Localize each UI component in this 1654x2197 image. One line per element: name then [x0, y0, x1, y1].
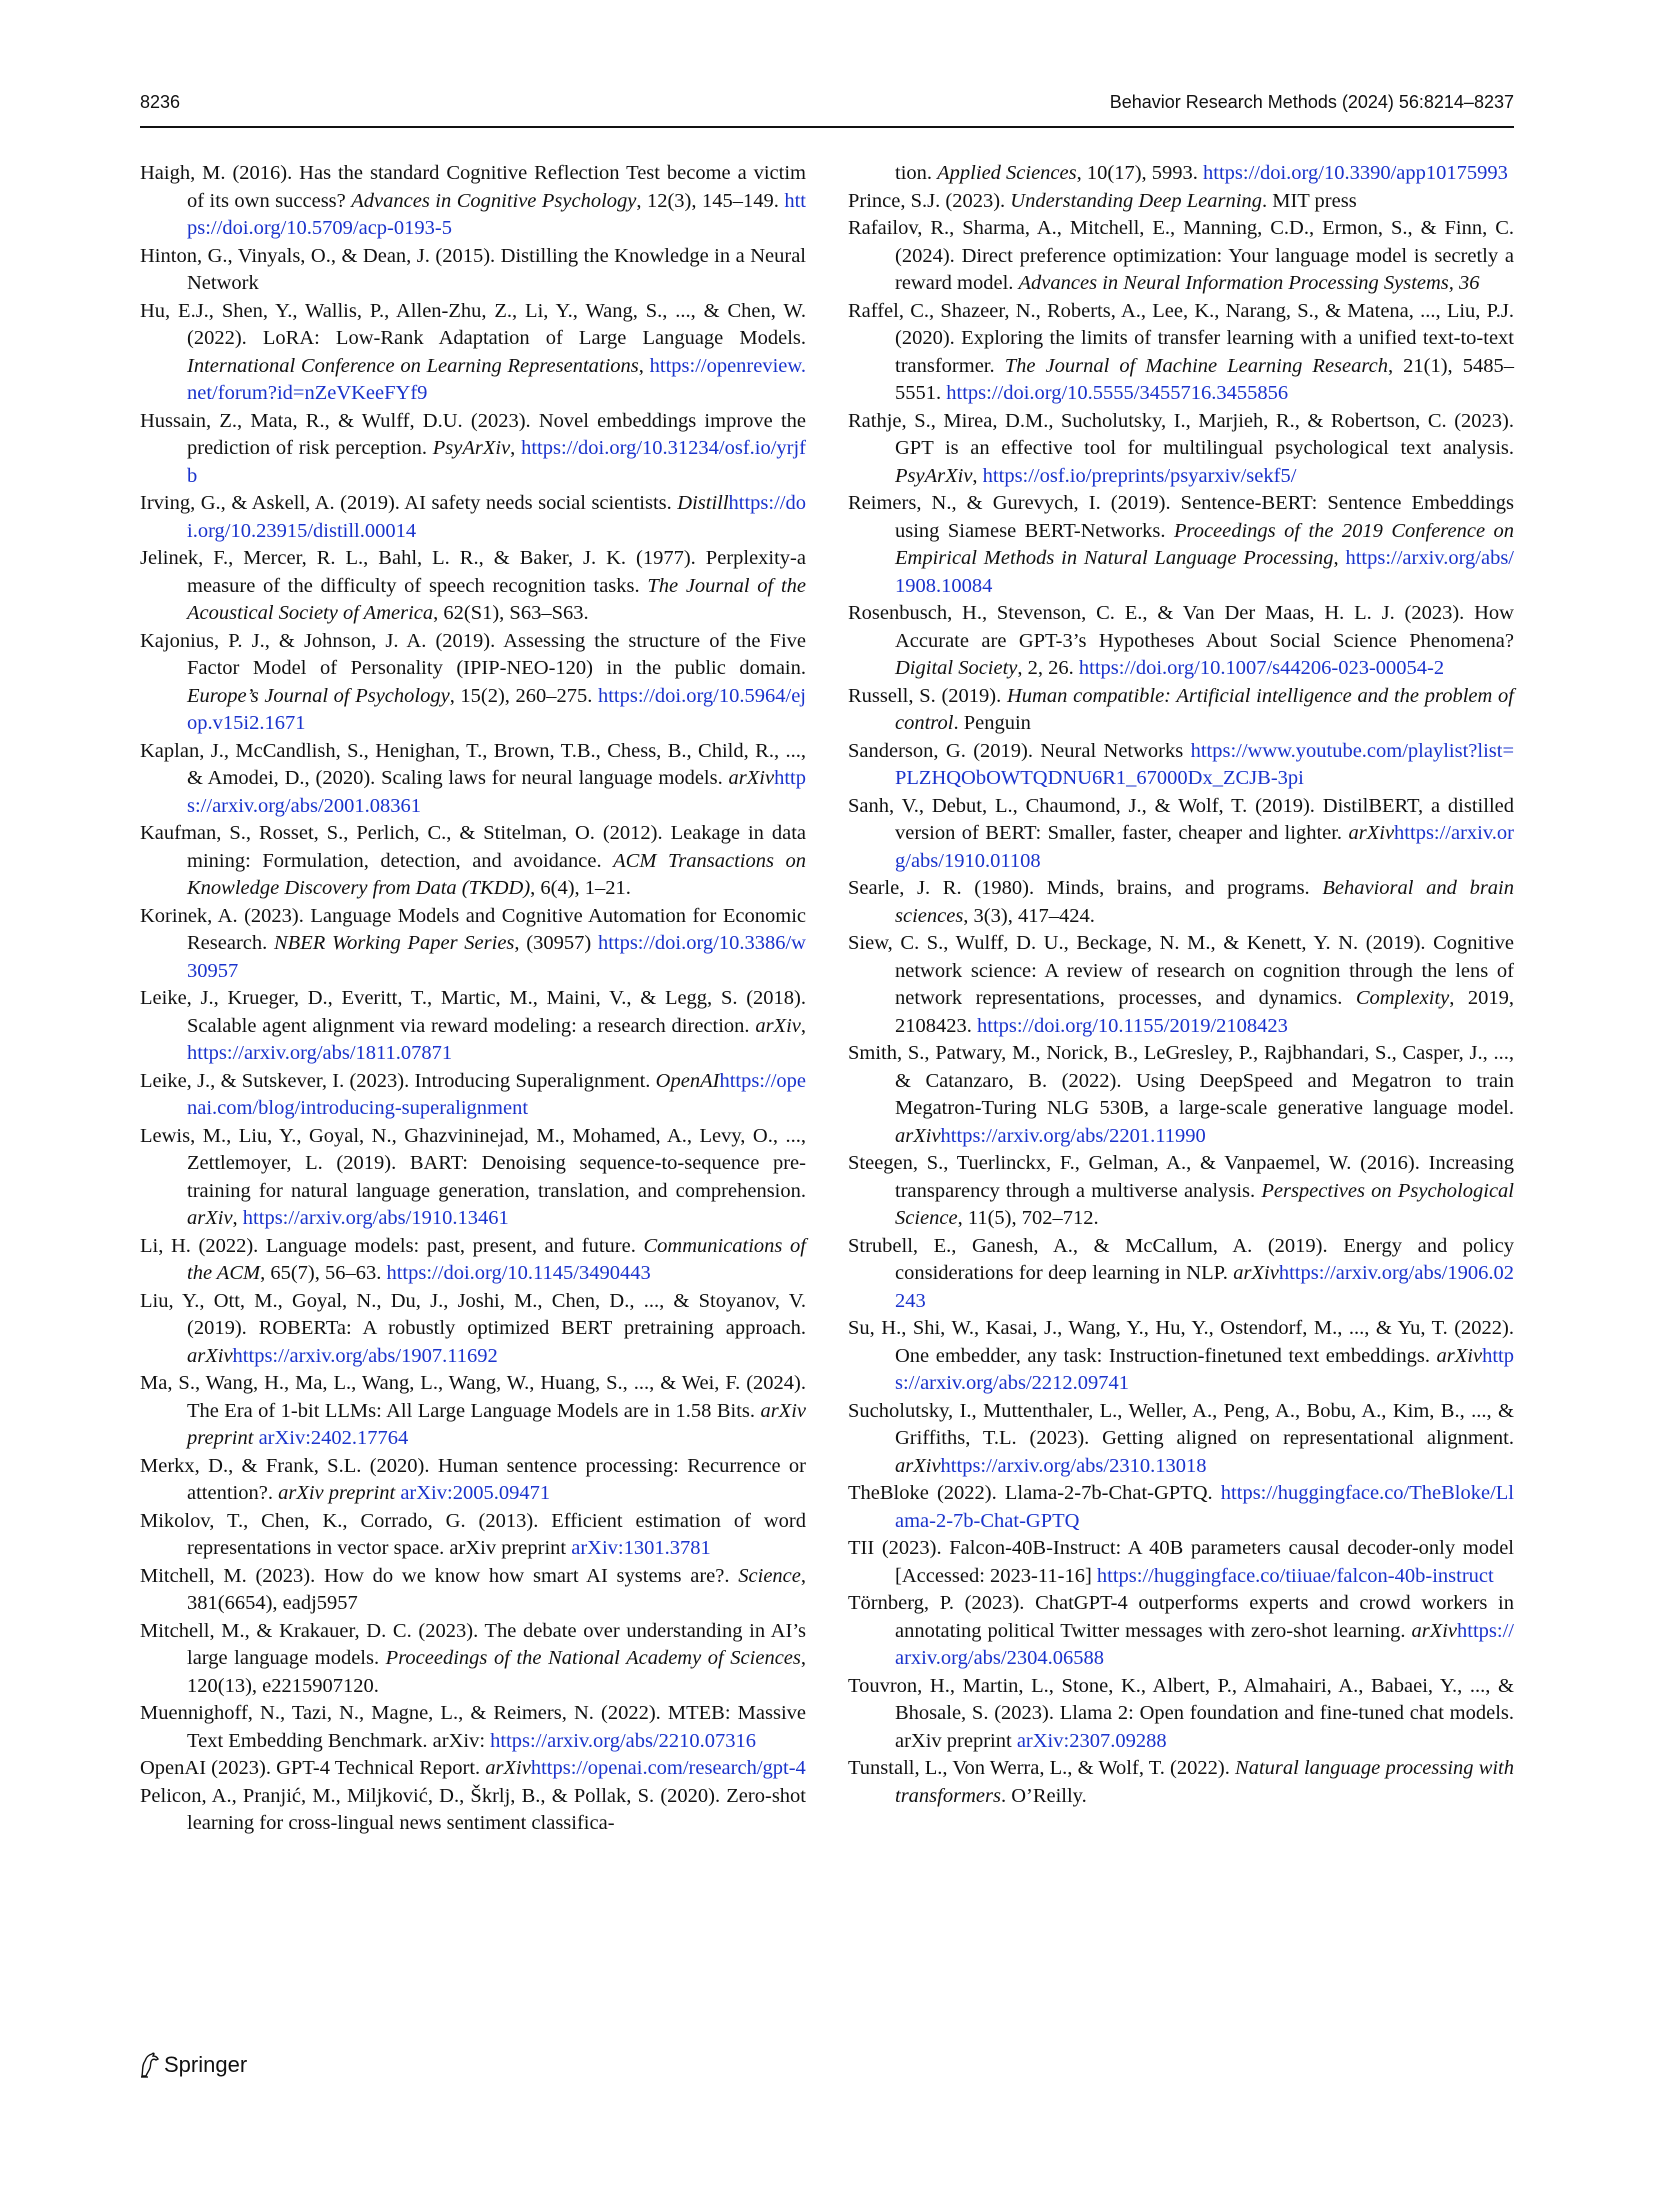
- reference-text: Sucholutsky, I., Muttenthaler, L., Weller, A., Peng, A., Bobu, A., Kim, B., ..., & Griffiths, T.L. (2023). Getting aligned on representational alignment.: [848, 1399, 1514, 1449]
- reference-entry: [140, 160, 806, 243]
- reference-journal: ACM Transactions on Knowledge Discovery from Data (TKDD): [187, 849, 806, 899]
- reference-text: Haigh, M. (2016). Has the standard Cognitive Reflection Test become a victim of its own success?: [140, 162, 806, 212]
- reference-text: ,: [232, 1207, 243, 1229]
- reference-journal: Proceedings of the National Academy of Sciences: [385, 1647, 801, 1669]
- reference-entry: [140, 903, 806, 986]
- reference-text: Li, H. (2022). Language models: past, present, and future.: [140, 1234, 644, 1257]
- reference-text: , 2, 26.: [1017, 657, 1079, 679]
- reference-text: , 6(4), 1–21.: [530, 877, 631, 899]
- reference-entry: [848, 215, 1514, 298]
- reference-entry: [140, 1288, 806, 1371]
- reference-journal: Understanding Deep Learning: [1010, 189, 1262, 212]
- journal-citation: Behavior Research Methods (2024) 56:8214–8237: [1109, 92, 1514, 112]
- reference-text: Korinek, A. (2023). Language Models and Cognitive Automation for Economic Research.: [140, 904, 806, 954]
- reference-entry: [848, 1233, 1514, 1316]
- reference-text: ,: [972, 464, 983, 487]
- reference-text: Törnberg, P. (2023). ChatGPT-4 outperforms experts and crowd workers in annotating political Twitter messages with zero-shot learning.: [848, 1592, 1514, 1642]
- reference-journal: Science: [738, 1564, 801, 1587]
- reference-link[interactable]: https://openai.com/blog/introducing-superalignment: [187, 1069, 806, 1119]
- reference-continuation: [848, 160, 1514, 188]
- reference-link[interactable]: https://doi.org/10.5964/ejop.v15i2.1671: [187, 684, 806, 734]
- reference-entry: [140, 298, 806, 408]
- reference-link[interactable]: arXiv:2402.17764: [258, 1427, 409, 1449]
- reference-entry: [140, 1783, 806, 1838]
- reference-link[interactable]: https://doi.org/10.5709/acp-0193-5: [187, 189, 806, 239]
- reference-journal: Behavioral and brain sciences: [895, 877, 1514, 927]
- reference-entry: [848, 1398, 1514, 1481]
- reference-journal: Proceedings of the 2019 Conference on Empirical Methods in Natural Language Processing: [895, 519, 1514, 569]
- reference-text: Ma, S., Wang, H., Ma, L., Wang, L., Wang, W., Huang, S., ..., & Wei, F. (2024). The Era of 1-bit LLMs: All Large Language Models are in 1.58 Bits.: [140, 1372, 806, 1422]
- reference-journal: arXiv: [187, 1344, 233, 1367]
- reference-text: Tunstall, L., Von Werra, L., & Wolf, T. (2022).: [848, 1757, 1236, 1779]
- reference-entry: [140, 1563, 806, 1618]
- reference-text: Steegen, S., Tuerlinckx, F., Gelman, A., & Vanpaemel, W. (2016). Increasing transparency through a multiverse analysis.: [848, 1152, 1514, 1202]
- reference-journal: arXiv: [1233, 1262, 1279, 1284]
- reference-text: , 65(7), 56–63.: [260, 1262, 387, 1284]
- reference-text: Muennighoff, N., Tazi, N., Magne, L., & Reimers, N. (2022). MTEB: Massive Text Embedding Benchmark. arXiv:: [140, 1702, 806, 1752]
- reference-journal: Distill: [677, 492, 729, 514]
- reference-entry: [140, 628, 806, 738]
- reference-journal: Complexity: [1355, 987, 1450, 1009]
- reference-entry: [140, 1618, 806, 1701]
- reference-entry: [140, 738, 806, 821]
- reference-text: Irving, G., & Askell, A. (2019). AI safety needs social scientists.: [140, 492, 678, 514]
- reference-link[interactable]: https://openreview.net/forum?id=nZeVKeeFYf9: [187, 354, 806, 404]
- reference-journal: Applied Sciences: [937, 162, 1077, 184]
- reference-text: Siew, C. S., Wulff, D. U., Beckage, N. M., & Kenett, Y. N. (2019). Cognitive network science: A review of research on cognition through the lens of network representations, processes, and dynamics.: [848, 932, 1514, 1009]
- reference-journal: The Journal of the Acoustical Society of America: [187, 574, 807, 624]
- reference-text: , 15(2), 260–275.: [449, 684, 598, 707]
- reference-journal: arXiv: [1436, 1344, 1483, 1367]
- reference-link[interactable]: https://osf.io/preprints/psyarxiv/sekf5/: [982, 464, 1297, 487]
- reference-link[interactable]: https://arxiv.org/abs/1910.01108: [895, 822, 1514, 872]
- reference-link[interactable]: https://arxiv.org/abs/2201.11990: [940, 1124, 1206, 1147]
- reference-text: Rafailov, R., Sharma, A., Mitchell, E., Manning, C.D., Ermon, S., & Finn, C. (2024). Direct preference optimization: Your language model is secretly a reward model.: [848, 217, 1514, 294]
- reference-text: Kajonius, P. J., & Johnson, J. A. (2019). Assessing the structure of the Five Factor Model of Personality (IPIP-NEO-120) in the public domain.: [140, 629, 806, 679]
- reference-link[interactable]: https://arxiv.org/abs/2001.08361: [187, 767, 806, 817]
- reference-text: Hussain, Z., Mata, R., & Wulff, D.U. (2023). Novel embeddings improve the prediction of risk perception.: [140, 409, 806, 459]
- reference-text: , 62(S1), S63–S63.: [433, 602, 589, 624]
- reference-entry: [848, 490, 1514, 600]
- reference-entry: [140, 243, 806, 298]
- reference-entry: [140, 1453, 806, 1508]
- reference-entry: [140, 1370, 806, 1453]
- reference-text: Raffel, C., Shazeer, N., Roberts, A., Lee, K., Narang, S., & Matena, ..., Liu, P.J. (2020). Exploring the limits of transfer learning with a unified text-to-text transformer.: [848, 299, 1514, 377]
- publisher-name: Springer: [164, 2052, 248, 2077]
- reference-text: TII (2023). Falcon-40B-Instruct: A 40B parameters causal decoder-only model [Accessed: 2023-11-16]: [848, 1537, 1514, 1587]
- reference-link[interactable]: https://huggingface.co/tiiuae/falcon-40b-instruct: [1096, 1564, 1494, 1587]
- reference-entry: [848, 1150, 1514, 1233]
- reference-journal: Advances in Neural Information Processing Systems, 36: [1018, 272, 1480, 294]
- reference-entry: [140, 1755, 806, 1783]
- reference-entry: [140, 545, 806, 628]
- reference-journal: Communications of the ACM: [187, 1234, 806, 1284]
- reference-text: Russell, S. (2019).: [848, 684, 1007, 707]
- reference-text: Lewis, M., Liu, Y., Goyal, N., Ghazvininejad, M., Mohamed, A., Levy, O., ..., Zettlemoyer, L. (2019). BART: Denoising sequence-to-sequence pre-training for natural language generation, translation, and comprehension.: [140, 1124, 806, 1202]
- reference-journal: arXiv: [485, 1757, 531, 1779]
- reference-entry: [140, 490, 806, 545]
- reference-entry: [848, 298, 1514, 408]
- reference-link[interactable]: https://doi.org/10.1155/2019/2108423: [977, 1014, 1288, 1037]
- reference-text: Merkx, D., & Frank, S.L. (2020). Human sentence processing: Recurrence or attention?.: [140, 1454, 806, 1504]
- reference-text: tion.: [895, 162, 938, 184]
- reference-entry: [848, 188, 1514, 216]
- reference-journal: PsyArXiv: [432, 437, 511, 459]
- reference-link[interactable]: https://doi.org/10.5555/3455716.3455856: [946, 382, 1289, 404]
- reference-text: ,: [800, 1014, 806, 1037]
- reference-entry: [848, 1535, 1514, 1590]
- reference-text: . Penguin: [953, 712, 1031, 734]
- reference-text: Strubell, E., Ganesh, A., & McCallum, A. (2019). Energy and policy considerations for deep learning in NLP.: [848, 1234, 1514, 1284]
- reference-entry: [140, 820, 806, 903]
- reference-text: Jelinek, F., Mercer, R. L., Bahl, L. R., & Baker, J. K. (1977). Perplexity-a measure of the difficulty of speech recognition tasks.: [140, 547, 806, 597]
- reference-text: , 12(3), 145–149.: [636, 189, 785, 212]
- reference-link[interactable]: https://doi.org/10.31234/osf.io/yrjfb: [187, 437, 807, 487]
- reference-journal: arXiv: [895, 1454, 941, 1477]
- reference-journal: arXiv: [1411, 1619, 1458, 1642]
- reference-text: Smith, S., Patwary, M., Norick, B., LeGresley, P., Rajbhandari, S., Casper, J., ..., & Catanzaro, B. (2022). Using DeepSpeed and Megatron to train Megatron-Turing NLG 530B, a large-scale generative language model.: [848, 1042, 1514, 1119]
- reference-entry: [848, 930, 1514, 1040]
- reference-entry: [848, 683, 1514, 738]
- reference-link[interactable]: https://arxiv.org/abs/2212.09741: [895, 1344, 1514, 1394]
- reference-journal: arXiv: [1348, 822, 1395, 844]
- reference-link[interactable]: https://arxiv.org/abs/2304.06588: [895, 1619, 1514, 1669]
- reference-entry: [848, 1040, 1514, 1150]
- reference-entry: [848, 875, 1514, 930]
- reference-entry: [848, 408, 1514, 491]
- reference-link[interactable]: https://openai.com/research/gpt-4: [530, 1757, 806, 1779]
- reference-link[interactable]: https://arxiv.org/abs/1908.10084: [895, 547, 1514, 597]
- reference-link[interactable]: https://doi.org/10.1145/3490443: [386, 1262, 651, 1284]
- reference-text: Mikolov, T., Chen, K., Corrado, G. (2013). Efficient estimation of word representations in vector space. arXiv preprint: [140, 1509, 806, 1559]
- reference-link[interactable]: https://www.youtube.com/playlist?list=PLZHQObOWTQDNU6R1_67000Dx_ZCJB-3pi: [895, 739, 1514, 789]
- reference-journal: NBER Working Paper Series: [274, 932, 515, 954]
- reference-entry: [848, 1673, 1514, 1756]
- reference-text: Sanh, V., Debut, L., Chaumond, J., & Wolf, T. (2019). DistilBERT, a distilled version of BERT: Smaller, faster, cheaper and lighter.: [848, 794, 1514, 844]
- reference-text: , 11(5), 702–712.: [957, 1207, 1099, 1229]
- reference-link[interactable]: https://arxiv.org/abs/1910.13461: [242, 1207, 509, 1229]
- reference-entry: [140, 1508, 806, 1563]
- reference-entry: [848, 1480, 1514, 1535]
- reference-text: OpenAI (2023). GPT-4 Technical Report.: [140, 1757, 486, 1779]
- reference-link[interactable]: https://arxiv.org/abs/2210.07316: [490, 1729, 757, 1752]
- reference-link[interactable]: https://doi.org/10.3390/app10175993: [1203, 162, 1508, 184]
- reference-entry: [140, 408, 806, 491]
- reference-entry: [848, 1590, 1514, 1673]
- reference-text: Hu, E.J., Shen, Y., Wallis, P., Allen-Zhu, Z., Li, Y., Wang, S., ..., & Chen, W. (2022). LoRA: Low-Rank Adaptation of Large Language Models.: [140, 299, 806, 349]
- reference-text: . O’Reilly.: [1000, 1784, 1087, 1807]
- reference-link[interactable]: arXiv:2307.09288: [1016, 1729, 1167, 1752]
- reference-journal: The Journal of Machine Learning Research: [1004, 354, 1388, 377]
- reference-entry: [140, 985, 806, 1068]
- reference-text: , (30957): [514, 932, 598, 954]
- reference-text: , 10(17), 5993.: [1076, 162, 1204, 184]
- reference-link[interactable]: https://arxiv.org/abs/1906.02243: [895, 1262, 1514, 1312]
- reference-text: . MIT press: [1261, 189, 1357, 212]
- reference-text: Kaufman, S., Rosset, S., Perlich, C., & Stitelman, O. (2012). Leakage in data mining: Formulation, detection, and avoidance.: [140, 822, 806, 872]
- page-number: 8236: [140, 92, 181, 112]
- reference-text: Touvron, H., Martin, L., Stone, K., Albert, P., Almahairi, A., Babaei, Y., ..., & Bhosale, S. (2023). Llama 2: Open foundation and fine-tuned chat models. arXiv preprint: [848, 1674, 1514, 1752]
- reference-text: Mitchell, M., & Krakauer, D. C. (2023). The debate over understanding in AI’s large language models.: [140, 1619, 806, 1669]
- reference-entry: [848, 738, 1514, 793]
- reference-link[interactable]: arXiv:1301.3781: [571, 1537, 711, 1559]
- reference-entry: [848, 600, 1514, 683]
- reference-text: ,: [638, 354, 650, 377]
- reference-column-right: [848, 160, 1514, 1810]
- reference-link[interactable]: arXiv:2005.09471: [400, 1482, 551, 1504]
- reference-text: Prince, S.J. (2023).: [848, 189, 1011, 212]
- reference-journal: Digital Society: [895, 657, 1018, 679]
- reference-text: ,: [1333, 547, 1346, 569]
- reference-entry: [848, 1315, 1514, 1398]
- reference-text: , 381(6654), eadj5957: [187, 1564, 806, 1614]
- reference-text: Kaplan, J., McCandlish, S., Henighan, T., Brown, T.B., Chess, B., Child, R., ..., & Amodei, D., (2020). Scaling laws for neural language models.: [140, 739, 806, 789]
- reference-text: Pelicon, A., Pranjić, M., Miljković, D., Škrlj, B., & Pollak, S. (2020). Zero-shot learning for cross-lingual news sentiment classifica-: [140, 1784, 806, 1834]
- reference-text: , 21(1), 5485–5551.: [895, 354, 1515, 404]
- reference-entry: [140, 1068, 806, 1123]
- reference-text: Leike, J., Krueger, D., Everitt, T., Martic, M., Maini, V., & Legg, S. (2018). Scalable agent alignment via reward modeling: a research direction.: [140, 987, 806, 1037]
- reference-entry: [140, 1123, 806, 1233]
- reference-journal: OpenAI: [655, 1069, 720, 1092]
- reference-text: Reimers, N., & Gurevych, I. (2019). Sentence-BERT: Sentence Embeddings using Siamese BERT-Networks.: [848, 492, 1514, 542]
- reference-text: Hinton, G., Vinyals, O., & Dean, J. (2015). Distilling the Knowledge in a Neural Network: [140, 244, 806, 294]
- reference-text: , 120(13), e2215907120.: [187, 1647, 806, 1697]
- reference-text: ,: [510, 437, 522, 459]
- reference-link[interactable]: https://arxiv.org/abs/1907.11692: [232, 1344, 498, 1367]
- reference-text: Leike, J., & Sutskever, I. (2023). Introducing Superalignment.: [140, 1069, 656, 1092]
- reference-journal: arXiv preprint: [278, 1482, 396, 1504]
- reference-link[interactable]: https://doi.org/10.23915/distill.00014: [187, 492, 806, 542]
- reference-text: Liu, Y., Ott, M., Goyal, N., Du, J., Joshi, M., Chen, D., ..., & Stoyanov, V. (2019). ROBERTa: A robustly optimized BERT pretraining approach.: [140, 1289, 806, 1339]
- reference-journal: Human compatible: Artificial intelligence and the problem of control: [895, 684, 1514, 734]
- header-rule: [140, 126, 1514, 128]
- reference-journal: Advances in Cognitive Psychology: [351, 189, 637, 212]
- reference-journal: Natural language processing with transformers: [895, 1757, 1515, 1807]
- reference-journal: arXiv: [728, 767, 775, 789]
- reference-column-left: [140, 160, 806, 1838]
- reference-link[interactable]: https://doi.org/10.1007/s44206-023-00054-2: [1078, 657, 1445, 679]
- reference-journal: arXiv: [187, 1207, 233, 1229]
- reference-journal: Europe’s Journal of Psychology: [187, 684, 450, 707]
- reference-entry: [848, 793, 1514, 876]
- reference-link[interactable]: https://doi.org/10.3386/w30957: [187, 932, 806, 982]
- reference-text: Sanderson, G. (2019). Neural Networks: [848, 739, 1191, 762]
- reference-entry: [848, 1755, 1514, 1810]
- reference-text: Searle, J. R. (1980). Minds, brains, and programs.: [848, 877, 1323, 899]
- reference-text: Rathje, S., Mirea, D.M., Sucholutsky, I., Marjieh, R., & Robertson, C. (2023). GPT is an effective tool for multilingual psychological text analysis.: [848, 409, 1514, 459]
- reference-journal: arXiv preprint: [187, 1399, 806, 1449]
- reference-journal: arXiv: [755, 1014, 801, 1037]
- springer-horse-icon: [138, 2052, 160, 2078]
- reference-text: Su, H., Shi, W., Kasai, J., Wang, Y., Hu, Y., Ostendorf, M., ..., & Yu, T. (2022). One embedder, any task: Instruction-finetuned text embeddings.: [848, 1317, 1514, 1367]
- reference-link[interactable]: https://arxiv.org/abs/1811.07871: [187, 1042, 453, 1064]
- reference-journal: International Conference on Learning Representations: [187, 354, 639, 377]
- reference-entry: [140, 1700, 806, 1755]
- reference-text: , 3(3), 417–424.: [963, 904, 1095, 927]
- reference-text: Mitchell, M. (2023). How do we know how smart AI systems are?.: [140, 1564, 739, 1587]
- reference-text: Rosenbusch, H., Stevenson, C. E., & Van Der Maas, H. L. J. (2023). How Accurate are GPT-3’s Hypotheses About Social Science Phenomena?: [848, 602, 1514, 652]
- reference-journal: PsyArXiv: [895, 464, 973, 487]
- reference-entry: [140, 1233, 806, 1288]
- reference-link[interactable]: https://huggingface.co/TheBloke/Llama-2-7b-Chat-GPTQ: [895, 1482, 1514, 1532]
- reference-journal: arXiv: [895, 1124, 941, 1147]
- publisher-footer: [138, 2052, 247, 2078]
- reference-text: TheBloke (2022). Llama-2-7b-Chat-GPTQ.: [848, 1482, 1221, 1504]
- reference-text: , 2019, 2108423.: [895, 987, 1514, 1037]
- reference-journal: Perspectives on Psychological Science: [895, 1179, 1514, 1229]
- reference-link[interactable]: https://arxiv.org/abs/2310.13018: [940, 1454, 1207, 1477]
